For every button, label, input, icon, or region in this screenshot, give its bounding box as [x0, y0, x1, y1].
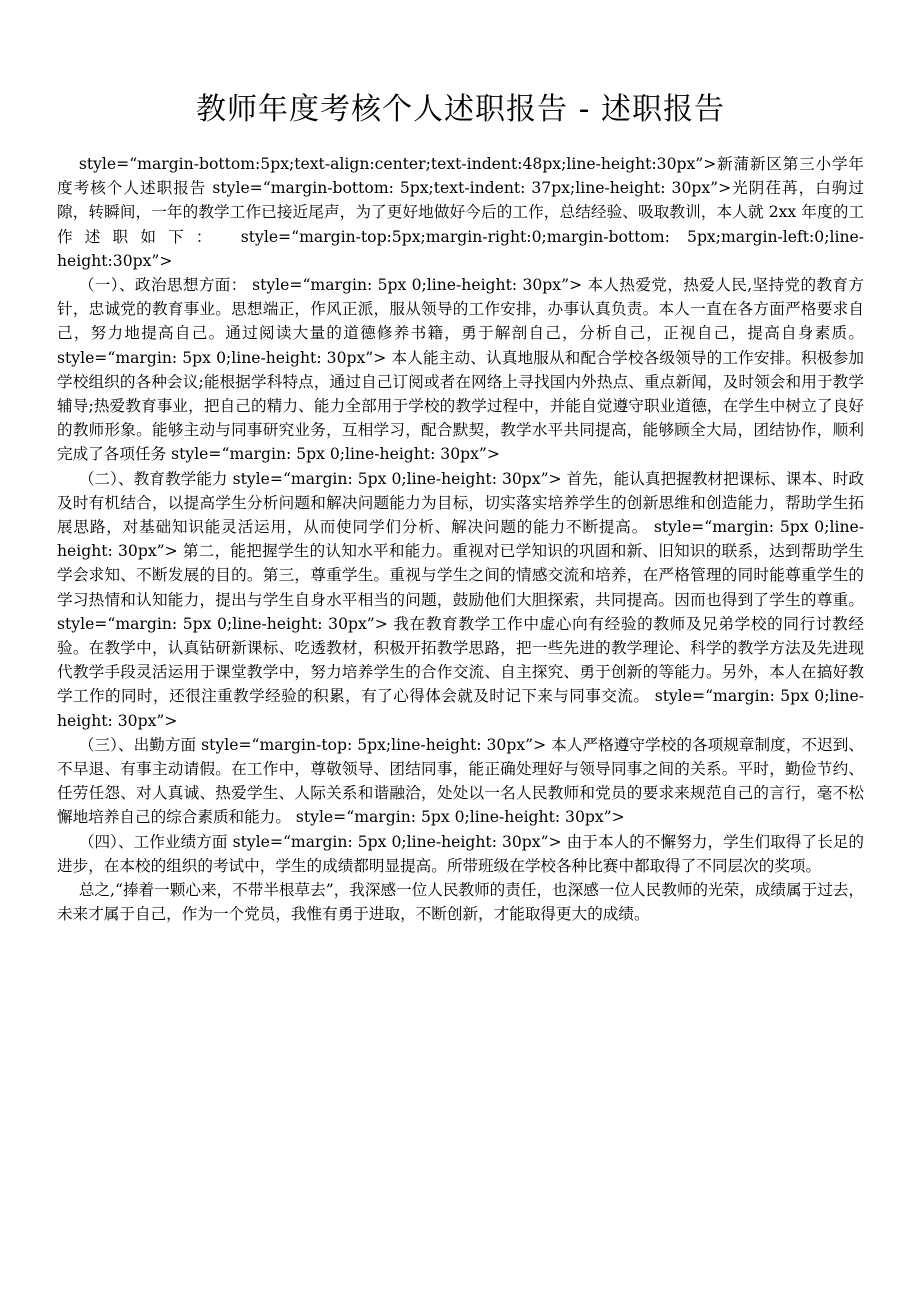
teaching-section-paragraph: （二）、教育教学能力 style=“margin: 5px 0;line-height: 30px”> 首先，能认真把握教材把课标、课本、时政及时有机结合，以提高学生分析问题和解决问题能力为目标，切实落实培养学生的创新思维和创造能力，帮助学生拓展思路，对基础知识能灵活运用，从而使同学们分析、解决问题的能力不断提高。 style=“margin: 5px 0;line-height: 30px”> 第二，能把握学生的认知水平和能力。重视对已学知识的巩固和新、旧知识的联系，达到帮助学生学会求知、不断发展的目的。第三，尊重学生。重视与学生之间的情感交流和培养，在严格管理的同时能尊重学生的学习热情和认知能力，提出与学生自身水平相当的问题，鼓励他们大胆探索，共同提高。因而也得到了学生的尊重。 style=“margin: 5px 0;line-height: 30px”> 我在教育教学工作中虚心向有经验的教师及兄弟学校的同行讨教经验。在教学中，认真钻研新课标、吃透教材，积极开拓教学思路，把一些先进的教学理论、科学的教学方法及先进现代教学手段灵活运用于课堂教学中，努力培养学生的合作交流、自主探究、勇于创新的等能力。另外，本人在搞好教学工作的同时，还很注重教学经验的积累，有了心得体会就及时记下来与同事交流。 style=“margin: 5px 0;line-height: 30px”>	[57, 469, 864, 730]
intro-paragraph: style=“margin-bottom:5px;text-align:center;text-indent:48px;line-height:30px”>新蒲新区第三小学年度考核个人述职报告 style=“margin-bottom: 5px;text-indent: 37px;line-height: 30px”>光阴荏苒，白驹过隙，转瞬间，一年的教学工作已接近尾声，为了更好地做好今后的工作，总结经验、吸取教训，本人就 2xx 年度的工作述职如下： style=“margin-top:5px;margin-right:0;margin-bottom: 5px;margin-left:0;line-height:30px”>	[57, 155, 864, 270]
document-body	[57, 152, 864, 927]
document-title: 教师年度考核个人述职报告 - 述职报告	[196, 92, 725, 127]
attendance-section-paragraph: （三）、出勤方面 style=“margin-top: 5px;line-height: 30px”> 本人严格遵守学校的各项规章制度，不迟到、不早退、有事主动请假。在工作中，尊敬领导、团结同事，能正确处理好与领导同事之间的关系。平时，勤俭节约、任劳任怨、对人真诚、热爱学生、人际关系和谐融洽，处处以一名人民教师和党员的要求来规范自己的言行，毫不松懈地培养自己的综合素质和能力。 style=“margin: 5px 0;line-height: 30px”>	[57, 735, 864, 827]
performance-section-paragraph: （四）、工作业绩方面 style=“margin: 5px 0;line-height: 30px”> 由于本人的不懈努力，学生们取得了长足的进步，在本校的组织的考试中，学生的成绩都明显提高。所带班级在学校各种比赛中都取得了不同层次的奖项。	[57, 832, 864, 875]
political-section-paragraph: （一）、政治思想方面： style=“margin: 5px 0;line-height: 30px”> 本人热爱党，热爱人民,坚持党的教育方针，忠诚党的教育事业。思想端正，作风正派，服从领导的工作安排，办事认真负责。本人一直在各方面严格要求自己，努力地提高自己。通过阅读大量的道德修养书籍，勇于解剖自己，分析自己，正视自己，提高自身素质。 style=“margin: 5px 0;line-height: 30px”> 本人能主动、认真地服从和配合学校各级领导的工作安排。积极参加学校组织的各种会议;能根据学科特点，通过自己订阅或者在网络上寻找国内外热点、重点新闻，及时领会和用于教学辅导;热爱教育事业，把自己的精力、能力全部用于学校的教学过程中，并能自觉遵守职业道德，在学生中树立了良好的教师形象。能够主动与同事研究业务，互相学习，配合默契，教学水平共同提高，能够顾全大局，团结协作，顺利完成了各项任务 style=“margin: 5px 0;line-height: 30px”>	[57, 276, 864, 464]
conclusion-paragraph: 总之,“捧着一颗心来，不带半根草去”，我深感一位人民教师的责任，也深感一位人民教师的光荣，成绩属于过去，未来才属于自己，作为一个党员，我惟有勇于进取，不断创新，才能取得更大的成绩。	[57, 881, 864, 924]
